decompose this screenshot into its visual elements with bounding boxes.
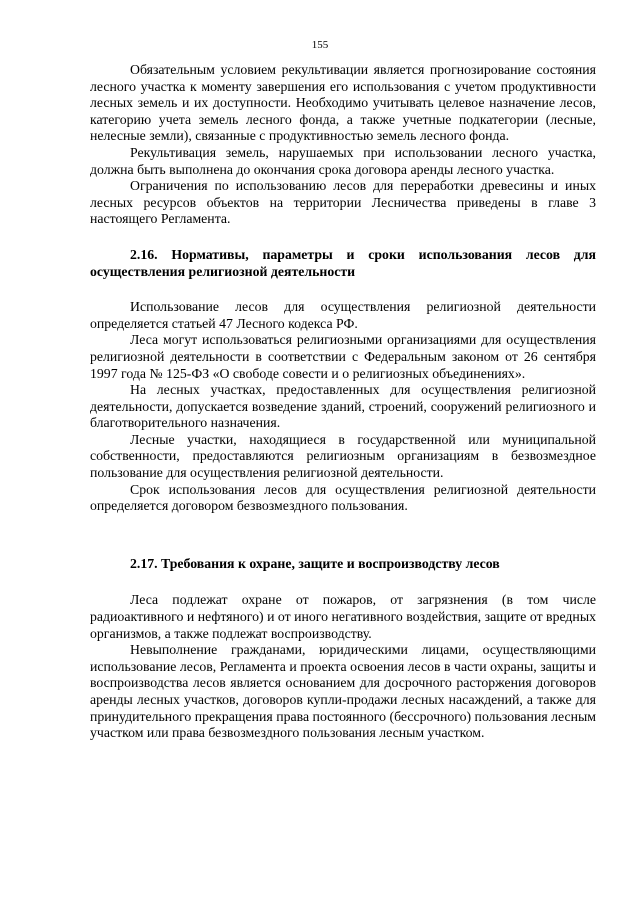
paragraph-free-use-provision: Лесные участки, находящиеся в государственной или муниципальной собственности, предоставляются религиозным организациям в безвозмездное пользование для осуществления религиозной деятельности. xyxy=(90,431,596,481)
paragraph-non-compliance-consequences: Невыполнение гражданами, юридическими лицами, осуществляющими использование лесов, Регламента и проекта освоения лесов в части охраны, защиты и воспроизводства лесов является основанием для досрочного расторжения договоров аренды лесных участков, договоров купли-продажи лесных насаждений, а также для принудительного прекращения права постоянного (бессрочного) пользования лесным участком или права безвозмездного пользования лесным участком. xyxy=(90,642,596,741)
spacer xyxy=(90,515,596,556)
paragraph-reclamation-deadline: Рекультивация земель, нарушаемых при использовании лесного участка, должна быть выполнена до окончания срока договора аренды лесного участка. xyxy=(90,144,596,177)
paragraph-religious-buildings: На лесных участках, предоставленных для осуществления религиозной деятельности, допускается возведение зданий, строений, сооружений религиозного и благотворительного назначения. xyxy=(90,382,596,431)
paragraph-use-term: Срок использования лесов для осуществления религиозной деятельности определяется договором безвозмездного пользования. xyxy=(90,481,596,514)
paragraph-reclamation-condition: Обязательным условием рекультивации является прогнозирование состояния лесного участка к моменту завершения его использования с учетом продуктивности лесных земель и их доступности. Необходимо учитывать целевое назначение лесов, категорию учета земель лесного фонда, а также учетные подкатегории (лесные, нелесные земли), связанные с продуктивностью земель лесного фонда. xyxy=(90,62,596,144)
paragraph-processing-restrictions: Ограничения по использованию лесов для переработки древесины и иных лесных ресурсов объектов на территории Лесничества приведены в главе 3 настоящего Регламента. xyxy=(90,178,596,227)
paragraph-religious-organizations: Леса могут использоваться религиозными организациями для осуществления религиозной деятельности в соответствии с Федеральным законом от 26 сентября 1997 года № 125-ФЗ «О свободе совести и о религиозных объединениях». xyxy=(90,332,596,381)
section-heading-2-16: 2.16. Нормативы, параметры и сроки использования лесов для осуществления религиозной деятельности xyxy=(90,246,596,279)
page-body xyxy=(90,62,596,742)
spacer xyxy=(90,572,596,592)
paragraph-religious-use-basis: Использование лесов для осуществления религиозной деятельности определяется статьей 47 Лесного кодекса РФ. xyxy=(90,299,596,331)
page-number: 155 xyxy=(311,39,329,51)
spacer xyxy=(90,228,596,247)
paragraph-forest-protection: Леса подлежат охране от пожаров, от загрязнения (в том числе радиоактивного и нефтяного) и от иного негативного воздействия, защите от вредных организмов, а также подлежат воспроизводству. xyxy=(90,592,596,641)
section-heading-2-17: 2.17. Требования к охране, защите и воспроизводству лесов xyxy=(130,555,500,571)
spacer xyxy=(90,280,596,299)
